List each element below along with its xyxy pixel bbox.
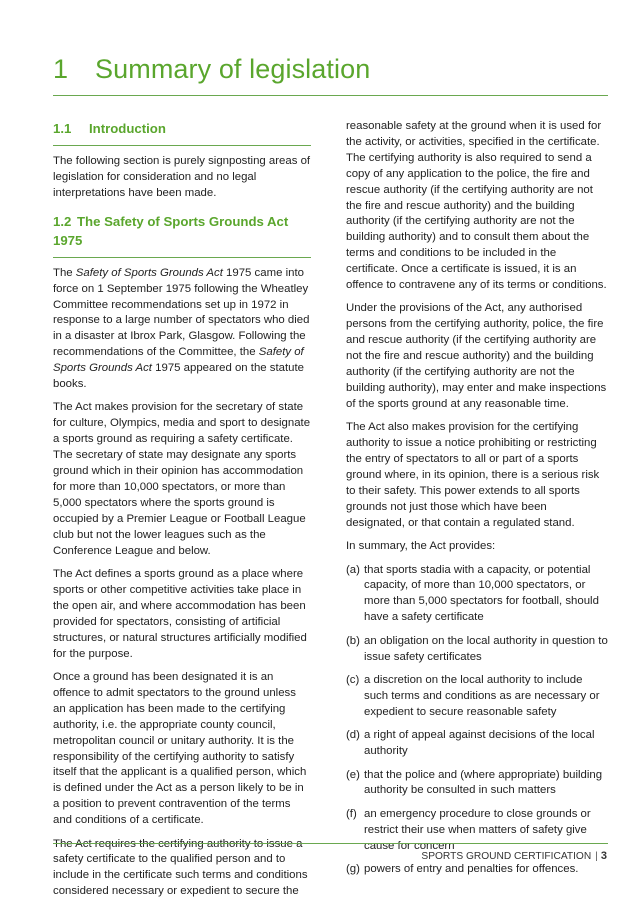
- list-item-label: (b): [346, 634, 360, 647]
- footer-divider: [53, 843, 608, 844]
- list-item-text: a right of appeal against decisions of the local authority: [364, 729, 595, 758]
- body-paragraph: The Act requires the certifying authority to issue a safety certificate to the qualified person and to include in the certificate such terms and conditions considered necessary or expedient to secure the: [53, 837, 308, 898]
- list-item: [346, 862, 608, 878]
- list-item-label: (c): [346, 674, 360, 686]
- act-history-paragraph: The Safety of Sports Grounds Act 1975 came into force on 1 September 1975 following the Wheatley Committee recommendations set up in 1972 in response to a large number of spectators who died in a disaster at Ibrox Park, Glasgow. Following the recommendations of the Committee, the Safety of Sports Grounds Act 1975 appeared on the statute books.: [53, 266, 310, 391]
- section-title: Introduction: [89, 121, 166, 136]
- act-title-italic: Safety of Sports Grounds Act: [53, 346, 304, 375]
- running-title: SPORTS GROUND CERTIFICATION: [421, 851, 592, 862]
- list-item-text: that sports stadia with a capacity, or potential capacity, of more than 10,000 spectators, or more than 5,000 spectators for football, should have a safety certificate: [364, 563, 599, 624]
- body-paragraph: The Act makes provision for the secretary of state for culture, Olympics, media and sport to designate a sports ground as requiring a safety certificate. The secretary of state may designate any sports ground which in their opinion has accommodation for more than 10,000 spectators, or more than 5,000 spectators where the sports ground is occupied by a Premier League or Football League club but not the lower leagues such as the Conference League and below.: [53, 401, 311, 557]
- provisions-list: [346, 563, 608, 878]
- list-item-label: (e): [346, 768, 360, 781]
- list-item-text: powers of entry and penalties for offences.: [364, 863, 579, 876]
- list-item: [346, 768, 608, 800]
- chapter-title-text: Summary of legislation: [95, 54, 371, 84]
- section-heading-safety-act: [53, 212, 311, 258]
- list-item: [346, 807, 608, 855]
- list-item-text: that the police and (where appropriate) building authority be consulted in such matters: [364, 768, 603, 797]
- body-paragraph: The Act defines a sports ground as a place where sports or other competitive activities take place in the open air, and where accommodation has been provided for spectators, consisting of artificial structures, or natural structures artificially modified for the purpose.: [53, 568, 307, 660]
- section-title: The Safety of Sports Grounds Act 1975: [53, 213, 289, 248]
- page-number: 3: [600, 850, 607, 862]
- list-item-text: a discretion on the local authority to include such terms and conditions as are necessary or expedient to secure reasonable safety: [364, 674, 600, 718]
- list-item-label: (g): [346, 863, 360, 876]
- list-item: [346, 728, 608, 760]
- body-paragraph: The Act also makes provision for the certifying authority to issue a notice prohibiting or restricting the entry of spectators to all or part of a sports ground where, in its opinion, there is a serious risk to their safety. This power extends to all sports grounds not just those which have been designated, or that contain a regulated stand.: [346, 421, 600, 529]
- page-footer: [421, 850, 607, 862]
- list-item-label: (a): [346, 563, 360, 576]
- chapter-number: 1: [53, 54, 69, 84]
- section-number: 1.1: [53, 121, 72, 136]
- footer-separator: |: [595, 851, 598, 862]
- act-title-italic: Safety of Sports Grounds Act: [75, 266, 223, 279]
- title-divider: [53, 95, 608, 96]
- section-number: 1.2: [53, 213, 72, 229]
- chapter-title: [53, 54, 370, 85]
- left-column: [53, 119, 311, 908]
- right-column: [346, 119, 608, 885]
- list-item-label: (d): [346, 729, 360, 742]
- list-item: [346, 673, 608, 721]
- section-heading-introduction: [53, 119, 311, 146]
- body-paragraph: Under the provisions of the Act, any authorised persons from the certifying authority, police, the fire and rescue authority (if the certifying authority are not the fire and rescue authority) and the building authority (if the certifying authority are not the building authority), may enter and make inspections of the sports ground at any reasonable time.: [346, 302, 607, 410]
- list-item-text: an obligation on the local authority in question to issue safety certificates: [364, 634, 608, 663]
- list-item-text: an emergency procedure to close grounds or restrict their use when matters of safety give cause for concern: [364, 807, 591, 852]
- list-item: [346, 563, 608, 627]
- summary-intro: In summary, the Act provides:: [346, 540, 496, 553]
- list-item-label: (f): [346, 807, 357, 820]
- introduction-paragraph: The following section is purely signposting areas of legislation for consideration and no legal interpretations have been made.: [53, 155, 311, 199]
- list-item: [346, 634, 608, 666]
- body-paragraph: reasonable safety at the ground when it is used for the activity, or activities, specified in the certificate. The certifying authority is also required to send a copy of any application to the police, the fire and rescue authority (if the certifying authority are not the fire and rescue authority) and the building authority (if the certifying authority are not the building authority) and to consult them about the terms and conditions to be included in the certificate. Once a certificate is issued, it is an offence to contravene any of its terms or conditions.: [346, 120, 607, 292]
- body-paragraph: Once a ground has been designated it is an offence to admit spectators to the ground unless an application has been made to the certifying authority, i.e. the appropriate county council, metropolitan council or unitary authority. It is the responsibility of the certifying authority to satisfy itself that the applicant is a qualified person, which is defined under the Act as a person likely to be in a position to prevent contravention of the terms and conditions of a certificate.: [53, 670, 307, 827]
